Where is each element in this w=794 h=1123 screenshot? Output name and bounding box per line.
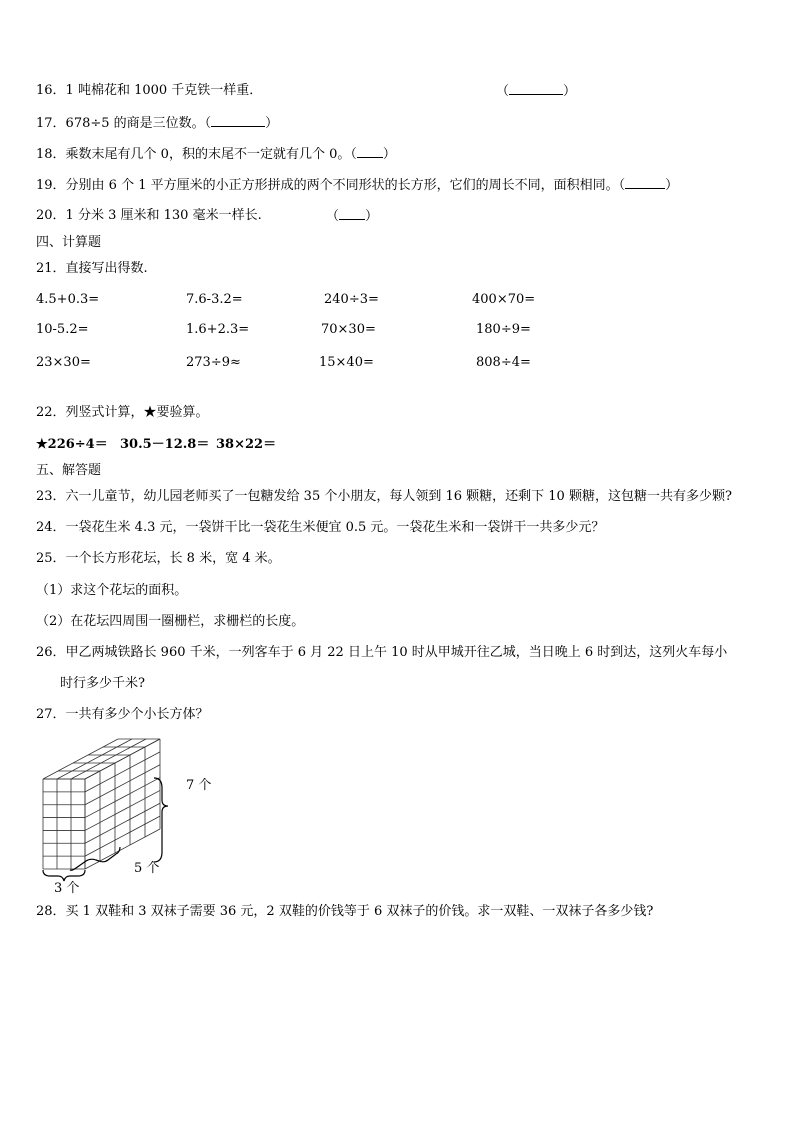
question-text: 678÷5 的商是三位数。（ <box>65 116 212 131</box>
side-depth-line <box>85 778 160 818</box>
height-label: 7 个 <box>186 778 212 793</box>
question-text: 1 分米 3 厘米和 130 毫米一样长. <box>65 208 262 223</box>
height-brace <box>154 778 168 862</box>
question-18: 18．乘数末尾有几个 0，积的末尾不一定就有几个 0。（ ） <box>36 147 396 162</box>
question-text: 1 吨棉花和 1000 千克铁一样重． <box>65 83 263 98</box>
answer-blank-17[interactable] <box>211 115 265 127</box>
question-28: 28．买 1 双鞋和 3 双袜子需要 36 元，2 双鞋的价钱等于 6 双袜子的价钱。求一双鞋、一双袜子各多少钱? <box>36 904 654 919</box>
question-22-prompt: 22．列竖式计算，★要验算。 <box>36 405 209 420</box>
section-title-calculation: 四、计算题 <box>36 235 102 250</box>
width-brace <box>43 870 85 881</box>
answer-blank-20[interactable]: （ ） <box>326 209 379 224</box>
question-text: 乘数末尾有几个 0，积的末尾不一定就有几个 0。（ <box>65 147 357 162</box>
question-24: 24．一袋花生米 4.3 元，一袋饼干比一袋花生米便宜 0.5 元。一袋花生米和一袋饼干一共多少元？ <box>36 520 605 535</box>
side-depth-line <box>85 803 160 843</box>
width-label: 3 个 <box>54 881 80 894</box>
question-23: 23．六一儿童节，幼儿园老师买了一包糖发给 35 个小朋友，每人领到 16 颗糖，还剩下 10 颗糖，这包糖一共有多少颗? <box>36 489 732 504</box>
calc-item: 4.5+0.3= <box>36 292 100 307</box>
vertical-calc-item: ★226÷4＝ <box>36 437 108 452</box>
question-19: 19．分别由 6 个 1 平方厘米的小正方形拼成的两个不同形状的长方形，它们的周长不同，面积相同。（ ） <box>36 178 679 193</box>
question-number: 20． <box>36 208 66 223</box>
side-depth-line <box>85 816 160 856</box>
blank-line <box>339 208 365 220</box>
question-number: 18． <box>36 147 66 162</box>
question-25-sub-2: （2）在花坛四周围一圈栅栏，求栅栏的长度。 <box>36 614 305 629</box>
question-20 <box>36 208 262 224</box>
calc-item: 1.6+2.3= <box>186 322 250 337</box>
question-25-sub-1: （1）求这个花坛的面积。 <box>36 583 188 598</box>
question-26-line-2: 时行多少千米? <box>60 676 145 691</box>
vertical-calc-item: 38×22＝ <box>216 437 277 452</box>
side-depth-line <box>85 790 160 830</box>
vertical-calc-item: 30.5－12.8＝ <box>120 437 210 452</box>
question-number: 17． <box>36 116 66 131</box>
calc-item: 180÷9= <box>476 322 531 337</box>
answer-blank-16[interactable]: （ ） <box>496 84 577 99</box>
calc-item: 70×30= <box>321 322 376 337</box>
answer-blank-19[interactable] <box>625 177 665 189</box>
cuboid-grid-lines <box>43 739 160 869</box>
cuboid-grid-figure <box>36 734 226 894</box>
question-21-prompt: 21．直接写出得数. <box>36 261 148 276</box>
question-number: 16． <box>36 83 66 98</box>
question-27-prompt: 27．一共有多少个小长方体？ <box>36 707 209 722</box>
side-depth-line <box>85 739 160 779</box>
question-16 <box>36 83 262 99</box>
calc-item: 240÷3= <box>324 292 379 307</box>
calc-item: 10-5.2= <box>36 322 89 337</box>
top-depth-line <box>43 739 118 779</box>
depth-label: 5 个 <box>134 861 160 876</box>
question-text: 分别由 6 个 1 平方厘米的小正方形拼成的两个不同形状的长方形，它们的周长不同，面积相同。（ <box>65 178 626 193</box>
calc-item: 808÷4= <box>476 355 531 370</box>
calc-item: 7.6-3.2= <box>186 292 243 307</box>
calc-item: 400×70= <box>472 292 536 307</box>
blank-line <box>509 83 563 95</box>
section-title-word-problems: 五、解答题 <box>36 463 102 478</box>
top-depth-line <box>71 739 146 779</box>
calc-item: 15×40= <box>319 355 374 370</box>
answer-blank-18[interactable] <box>357 146 383 158</box>
calc-item: 273÷9≈ <box>186 355 241 370</box>
question-17: 17．678÷5 的商是三位数。（ ） <box>36 116 279 131</box>
calc-item: 23×30= <box>36 355 91 370</box>
question-number: 19． <box>36 178 66 193</box>
question-25-prompt: 25．一个长方形花坛，长 8 米，宽 4 米。 <box>36 551 281 566</box>
question-26-line-1: 26．甲乙两城铁路长 960 千米，一列客车于 6 月 22 日上午 10 时从甲城开往乙城，当日晚上 6 时到达，这列火车每小 <box>36 645 728 660</box>
